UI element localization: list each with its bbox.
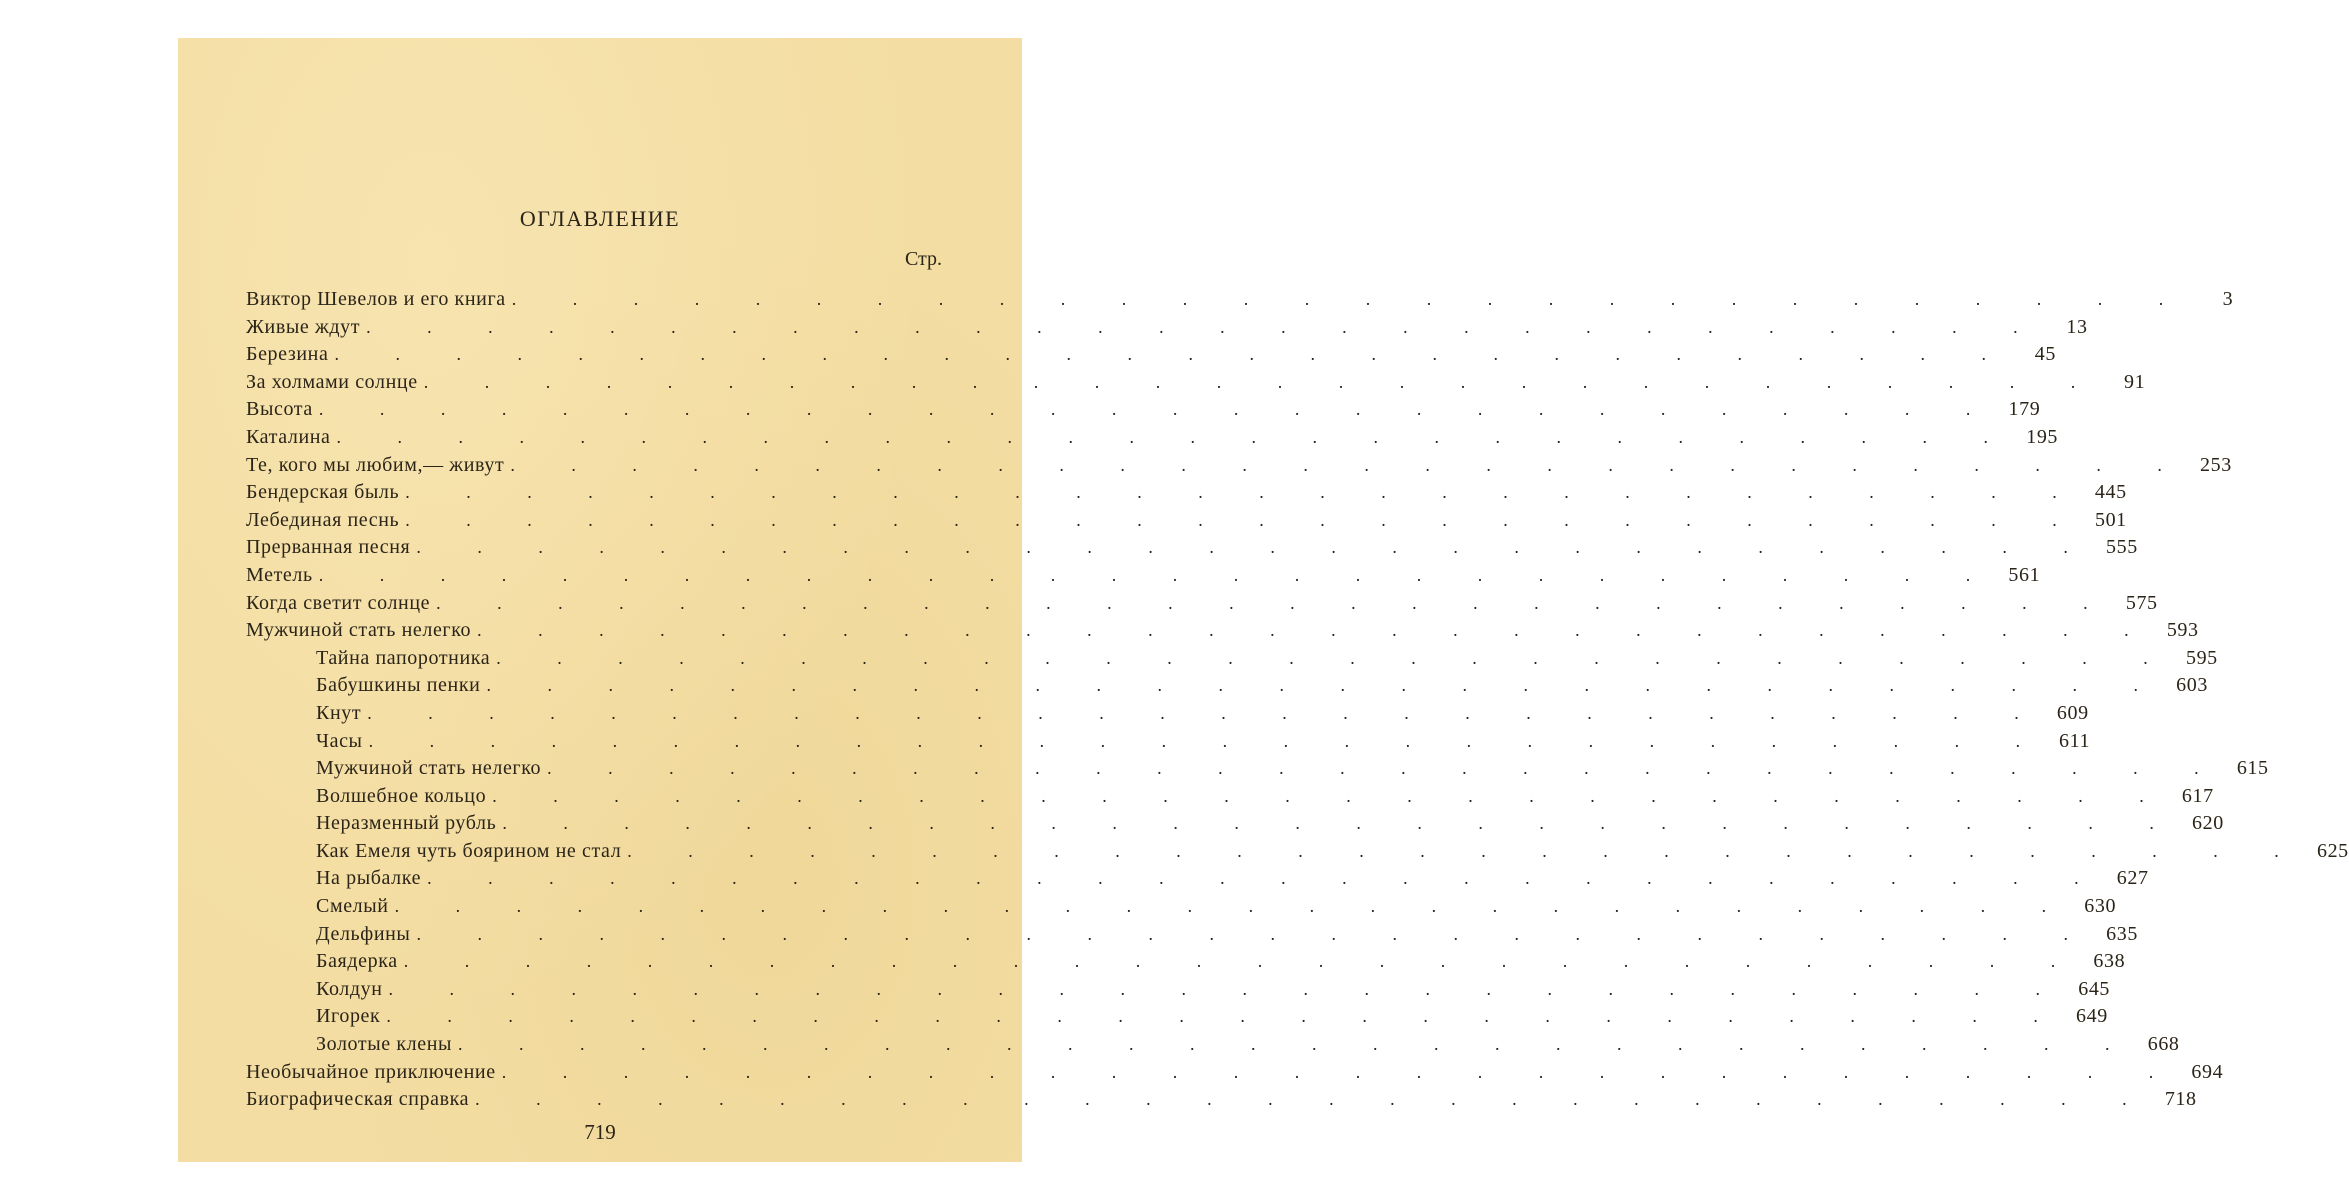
toc-entry-title: Метель — [246, 563, 313, 586]
toc-entry-title: Биографическая справка — [246, 1088, 470, 1111]
toc-entry-page: 501 — [2094, 508, 2127, 531]
toc-subentry — [246, 755, 2269, 783]
dot-leader: . . . . . . . . . . . . . . . . . . . . . . . . . . . . — [511, 289, 2190, 309]
toc-entry — [246, 396, 2041, 424]
toc-entry-page: 627 — [2116, 867, 2149, 890]
toc-entry-title: Дельфины — [316, 922, 411, 945]
toc-subentry — [246, 1003, 2108, 1031]
toc-entry — [246, 452, 2232, 480]
toc-entry — [246, 314, 2088, 342]
dot-leader: . . . . . . . . . . . . . . . . . . . . . . . . . . . . — [496, 647, 2174, 668]
dot-leader: . . . . . . . . . . . . . . . . . . . . . . . . . . . . — [492, 785, 2170, 806]
toc-entry-title: Прерванная песня — [246, 536, 411, 559]
toc-entry-page: 253 — [2200, 453, 2232, 476]
dot-leader: . . . . . . . . . . . . . . . . . . . . . . . . . . . . — [403, 951, 2082, 972]
toc-entry-title: Колдун — [316, 977, 383, 1000]
toc-entry — [246, 479, 2127, 507]
toc-entry-page: 620 — [2192, 812, 2224, 835]
dot-leader: . . . . . . . . . . . . . . . . . . . . . . . . . . . . — [388, 978, 2067, 999]
toc-subentry — [246, 1031, 2180, 1059]
dot-leader: . . . . . . . . . . . . . . . . . . . . . . . . . . . . — [627, 840, 2305, 861]
toc-entry — [246, 1059, 2224, 1087]
toc-entry-page: 625 — [2316, 839, 2349, 862]
toc-subentry — [246, 921, 2138, 949]
toc-subentry — [246, 645, 2218, 673]
toc-entry-title: Каталина — [246, 425, 331, 448]
toc-entry-page: 3 — [2222, 288, 2234, 310]
toc-subentry — [246, 893, 2117, 921]
toc-entry-page: 195 — [2026, 425, 2059, 448]
toc-subentry — [246, 672, 2208, 700]
toc-entry — [246, 424, 2059, 452]
dot-leader: . . . . . . . . . . . . . . . . . . . . . . . . . . . . — [394, 896, 2073, 917]
toc-entry-page: 638 — [2093, 950, 2126, 973]
toc-subentry — [246, 865, 2149, 893]
page-column-header: Стр. — [904, 248, 942, 270]
toc-entry-page: 635 — [2106, 922, 2138, 945]
toc-entry-page: 630 — [2084, 895, 2117, 918]
dot-leader: . . . . . . . . . . . . . . . . . . . . . . . . . . . . — [436, 592, 2114, 613]
toc-entry-page: 694 — [2191, 1060, 2224, 1083]
toc-entry-title: Мужчиной стать нелегко — [316, 757, 542, 780]
toc-entry-page: 649 — [2076, 1005, 2108, 1028]
toc-entry — [246, 617, 2199, 645]
toc-entry-title: Высота — [246, 398, 313, 421]
toc-entry-title: Тайна папоротника — [316, 646, 491, 669]
dot-leader: . . . . . . . . . . . . . . . . . . . . . . . . . . . . — [501, 1061, 2180, 1082]
toc-subentry — [246, 976, 2111, 1004]
dot-leader: . . . . . . . . . . . . . . . . . . . . . . . . . . . . — [547, 758, 2225, 779]
dot-leader: . . . . . . . . . . . . . . . . . . . . . . . . . . . . — [423, 371, 2102, 392]
dot-leader: . . . . . . . . . . . . . . . . . . . . . . . . . . . . — [336, 426, 2015, 447]
toc-entry-page: 91 — [2123, 370, 2146, 393]
toc-entry-title: Волшебное кольцо — [316, 784, 487, 807]
table-of-contents — [246, 286, 2349, 1114]
toc-entry — [246, 590, 2158, 618]
toc-entry-page: 611 — [2059, 729, 2091, 752]
toc-subentry — [246, 810, 2224, 838]
dot-leader: . . . . . . . . . . . . . . . . . . . . . . . . . . . . — [367, 702, 2045, 723]
toc-subentry — [246, 948, 2126, 976]
toc-entry-page: 593 — [2166, 619, 2199, 642]
toc-entry-title: На рыбалке — [316, 867, 422, 890]
toc-entry-title: Смелый — [316, 895, 389, 918]
page-title: ОГЛАВЛЕНИЕ — [519, 206, 681, 231]
dot-leader: . . . . . . . . . . . . . . . . . . . . . . . . . . . . — [368, 730, 2047, 751]
toc-entry-page: 595 — [2185, 646, 2218, 669]
toc-entry-page: 668 — [2147, 1033, 2180, 1056]
toc-entry-page: 179 — [2008, 398, 2041, 421]
toc-entry-title: Мужчиной стать нелегко — [246, 619, 472, 642]
toc-entry-page: 561 — [2008, 563, 2041, 586]
toc-entry-title: Баядерка — [316, 950, 398, 973]
dot-leader: . . . . . . . . . . . . . . . . . . . . . . . . . . . . — [427, 868, 2105, 889]
dot-leader: . . . . . . . . . . . . . . . . . . . . . . . . . . . . — [502, 813, 2180, 834]
dot-leader: . . . . . . . . . . . . . . . . . . . . . . . . . . . . — [486, 675, 2164, 696]
toc-entry-title: Неразменный рубль — [316, 812, 497, 835]
toc-entry-title: За холмами солнце — [246, 370, 418, 393]
page-number: 719 — [584, 1120, 616, 1144]
dot-leader: . . . . . . . . . . . . . . . . . . . . . . . . . . . . — [477, 620, 2155, 641]
toc-entry-title: Бендерская быль — [246, 481, 400, 504]
book-page — [178, 38, 2349, 1162]
toc-entry-page: 555 — [2106, 536, 2138, 559]
dot-leader: . . . . . . . . . . . . . . . . . . . . . . . . . . . . — [405, 482, 2083, 503]
toc-entry-page: 645 — [2078, 977, 2111, 1000]
dot-leader: . . . . . . . . . . . . . . . . . . . . . . . . . . . . — [416, 537, 2094, 558]
toc-entry-page: 609 — [2056, 701, 2089, 724]
toc-entry-page: 603 — [2176, 674, 2208, 697]
toc-entry — [246, 1086, 2197, 1114]
toc-subentry — [246, 783, 2214, 811]
toc-entry-title: Березина — [246, 343, 329, 366]
toc-entry-title: Виктор Шевелов и его книга — [246, 288, 506, 310]
toc-entry-title: Живые ждут — [246, 315, 361, 338]
toc-entry-page: 13 — [2066, 315, 2088, 338]
toc-entry — [246, 286, 2234, 314]
toc-entry-title: Золотые клены — [316, 1033, 453, 1056]
toc-entry-page: 718 — [2164, 1088, 2197, 1111]
toc-entry-title: Необычайное приключение — [246, 1060, 496, 1083]
toc-entry-title: Часы — [316, 729, 363, 752]
toc-entry-title: Бабушкины пенки — [316, 674, 481, 697]
toc-entry-title: Кнут — [316, 701, 362, 724]
dot-leader: . . . . . . . . . . . . . . . . . . . . . . . . . . . . — [318, 564, 1997, 585]
toc-entry-page: 45 — [2034, 343, 2056, 366]
dot-leader: . . . . . . . . . . . . . . . . . . . . . . . . . . . . — [334, 344, 2012, 365]
toc-entry-page: 617 — [2181, 784, 2214, 807]
toc-entry — [246, 534, 2138, 562]
toc-entry-page: 445 — [2094, 481, 2127, 504]
toc-subentry — [246, 700, 2089, 728]
toc-subentry — [246, 728, 2091, 756]
toc-subentry — [246, 838, 2349, 866]
toc-entry-title: Когда светит солнце — [246, 591, 431, 614]
toc-entry-title: Игорек — [316, 1005, 381, 1028]
dot-leader: . . . . . . . . . . . . . . . . . . . . . . . . . . . . — [366, 316, 2044, 337]
toc-entry-title: Лебединая песнь — [246, 508, 400, 531]
toc-entry — [246, 369, 2146, 397]
toc-entry-page: 615 — [2236, 757, 2269, 780]
dot-leader: . . . . . . . . . . . . . . . . . . . . . . . . . . . . — [386, 1006, 2064, 1027]
toc-entry — [246, 562, 2041, 590]
dot-leader: . . . . . . . . . . . . . . . . . . . . . . . . . . . . — [318, 399, 1997, 420]
toc-entry-page: 575 — [2125, 591, 2158, 614]
dot-leader: . . . . . . . . . . . . . . . . . . . . . . . . . . . . — [475, 1089, 2153, 1110]
dot-leader: . . . . . . . . . . . . . . . . . . . . . . . . . . . . — [405, 509, 2083, 530]
dot-leader: . . . . . . . . . . . . . . . . . . . . . . . . . . . . — [458, 1034, 2136, 1055]
toc-entry-title: Те, кого мы любим,— живут — [246, 453, 505, 476]
dot-leader: . . . . . . . . . . . . . . . . . . . . . . . . . . . . — [416, 923, 2094, 944]
dot-leader: . . . . . . . . . . . . . . . . . . . . . . . . . . . . — [510, 454, 2188, 475]
toc-entry-title: Как Емеля чуть боярином не стал — [316, 839, 622, 862]
toc-entry — [246, 341, 2056, 369]
toc-entry — [246, 507, 2127, 535]
